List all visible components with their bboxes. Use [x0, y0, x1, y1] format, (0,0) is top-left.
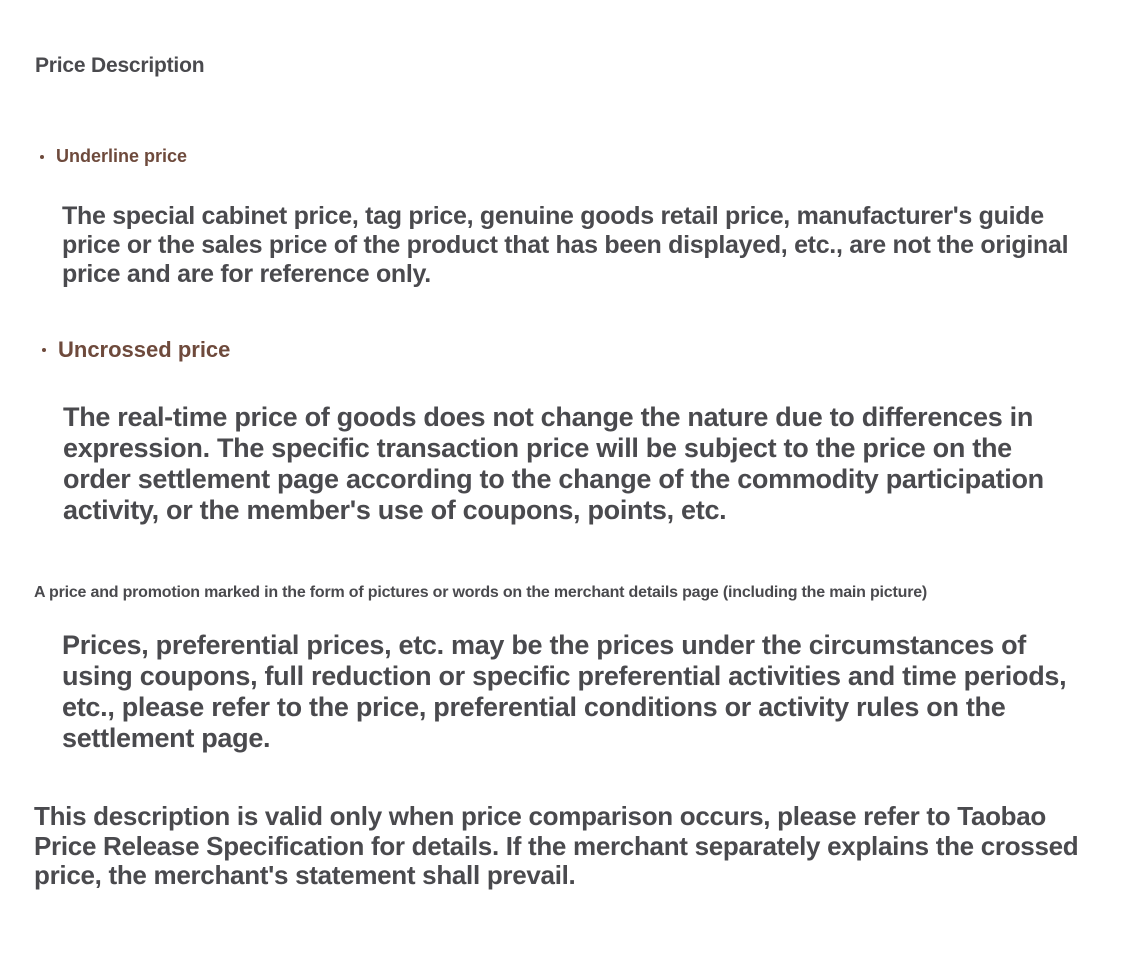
section-heading-label: Uncrossed price	[58, 337, 231, 362]
section-heading-underline-price	[40, 146, 187, 167]
footer-note: This description is valid only when price comparison occurs, please refer to Taobao Price Release Specification for details. If the merchant separately explains the crossed price, the merchant's statement shall prevail.	[34, 801, 1079, 890]
bullet-icon	[40, 155, 44, 159]
bullet-icon	[42, 348, 46, 352]
section-text-underline-price: The special cabinet price, tag price, genuine goods retail price, manufacturer's guide price or the sales price of the product that has been displayed, etc., are not the original price and are for reference only.	[62, 202, 1069, 288]
section-heading-uncrossed-price	[42, 337, 230, 363]
section-heading-promotion: A price and promotion marked in the form of pictures or words on the merchant details page (including the main picture)	[34, 584, 928, 601]
page-title: Price Description	[35, 54, 205, 77]
section-text-uncrossed-price: The real-time price of goods does not change the nature due to differences in expression. The specific transaction price will be subject to the price on the order settlement page according to the change of the commodity participation activity, or the member's use of coupons, points, etc.	[63, 402, 1044, 525]
section-heading-label: Underline price	[56, 146, 188, 166]
section-text-promotion: Prices, preferential prices, etc. may be the prices under the circumstances of using coupons, full reduction or specific preferential activities and time periods, etc., please refer to the price, preferential conditions or activity rules on the settlement page.	[62, 630, 1067, 753]
